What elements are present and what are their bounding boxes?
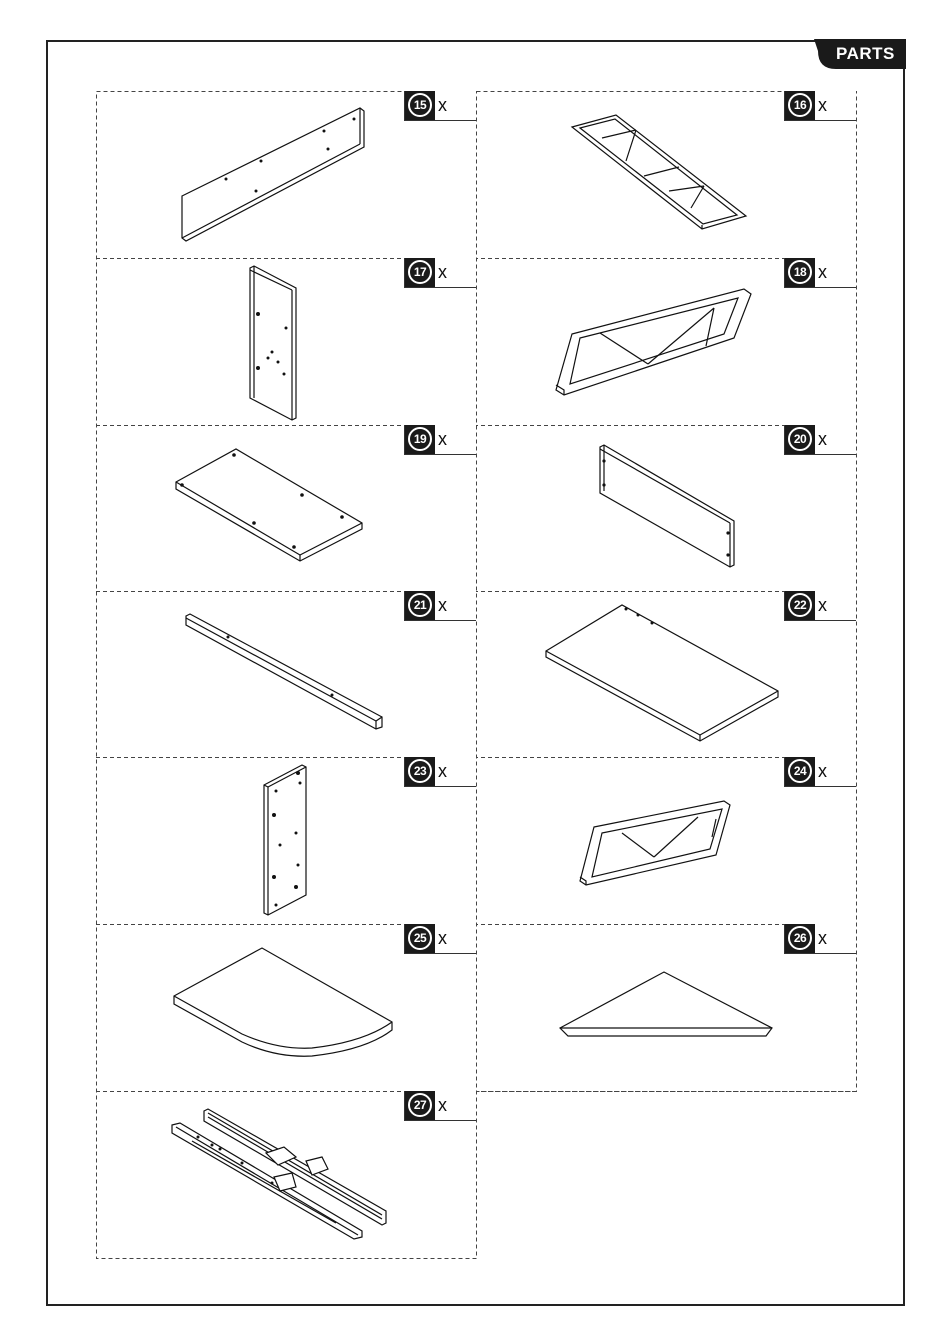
part-cell-19	[96, 425, 476, 592]
part-cell-24	[476, 757, 856, 924]
part-number-26: 26	[788, 926, 812, 950]
part-cell-21	[96, 591, 476, 758]
parts-tab-label: PARTS	[836, 44, 895, 63]
part-cell-26	[476, 924, 856, 1091]
part-qty-15: x	[438, 95, 447, 115]
part-cell-25	[96, 924, 476, 1091]
part-badge-22	[784, 591, 856, 621]
part-number-18: 18	[788, 260, 812, 284]
part-badge-25	[404, 924, 476, 954]
part-badge-24	[784, 757, 856, 787]
part-badge-15	[404, 91, 476, 121]
part-cell-20	[476, 425, 856, 592]
part-number-17: 17	[408, 260, 432, 284]
part-badge-27	[404, 1091, 476, 1121]
part-cell-15	[96, 91, 476, 258]
part-cell-22	[476, 591, 856, 758]
part-cell-16	[476, 91, 856, 258]
part-badge-21	[404, 591, 476, 621]
part-number-15: 15	[408, 93, 432, 117]
part-qty-19: x	[438, 429, 447, 449]
part-cell-17	[96, 258, 476, 425]
part-badge-18	[784, 258, 856, 288]
part-qty-24: x	[818, 761, 827, 781]
part-qty-22: x	[818, 595, 827, 615]
part-number-27: 27	[408, 1093, 432, 1117]
part-number-23: 23	[408, 759, 432, 783]
part-number-25: 25	[408, 926, 432, 950]
part-badge-23	[404, 757, 476, 787]
part-qty-25: x	[438, 928, 447, 948]
part-badge-20	[784, 425, 856, 455]
part-cell-18	[476, 258, 856, 425]
part-number-16: 16	[788, 93, 812, 117]
part-badge-16	[784, 91, 856, 121]
part-cell-23	[96, 757, 476, 924]
part-qty-20: x	[818, 429, 827, 449]
part-number-20: 20	[788, 427, 812, 451]
part-badge-17	[404, 258, 476, 288]
part-qty-23: x	[438, 761, 447, 781]
part-number-22: 22	[788, 593, 812, 617]
part-number-24: 24	[788, 759, 812, 783]
part-qty-27: x	[438, 1095, 447, 1115]
part-qty-21: x	[438, 595, 447, 615]
part-qty-16: x	[818, 95, 827, 115]
part-qty-17: x	[438, 262, 447, 282]
part-qty-26: x	[818, 928, 827, 948]
part-number-19: 19	[408, 427, 432, 451]
part-cell-27	[96, 1091, 476, 1258]
part-badge-26	[784, 924, 856, 954]
part-number-21: 21	[408, 593, 432, 617]
part-badge-19	[404, 425, 476, 455]
part-qty-18: x	[818, 262, 827, 282]
